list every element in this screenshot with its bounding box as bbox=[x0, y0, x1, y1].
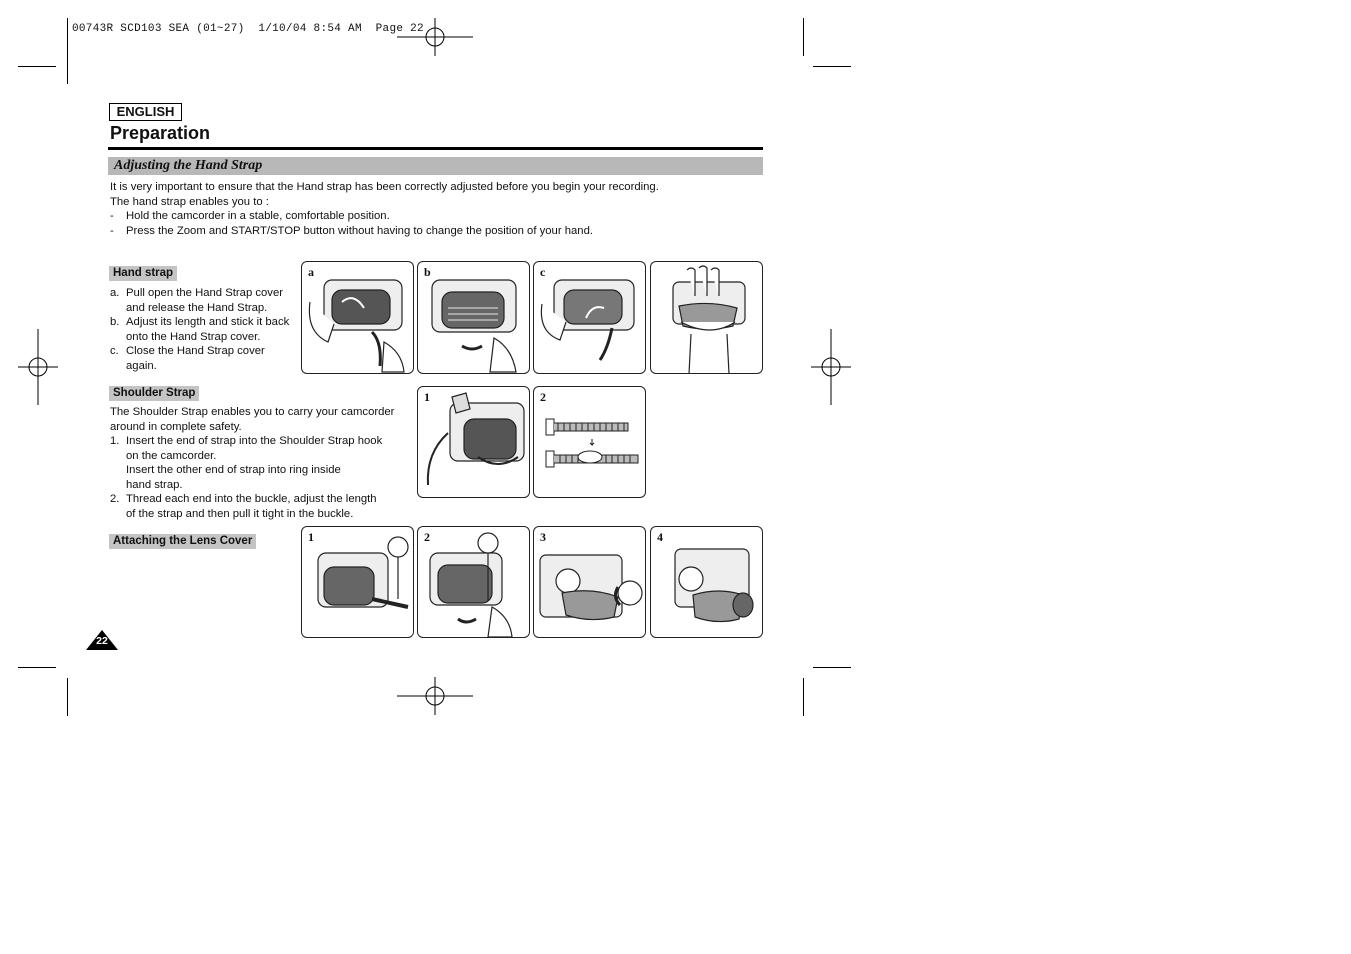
figure-hand-strap-b bbox=[417, 261, 530, 374]
language-tag: ENGLISH bbox=[109, 103, 182, 121]
step-item: and release the Hand Strap. bbox=[126, 301, 268, 314]
step-item: c. Close the Hand Strap cover bbox=[110, 345, 265, 357]
camcorder-lens-cover-illustration bbox=[302, 527, 414, 638]
figure-hand-strap-a bbox=[301, 261, 414, 374]
step-item: again. bbox=[126, 359, 157, 372]
figure-hand-strap-d bbox=[650, 261, 763, 374]
camcorder-lens-cover-illustration bbox=[534, 527, 646, 638]
figure-label: b bbox=[424, 265, 431, 279]
shoulder-strap-text: The Shoulder Strap enables you to carry your camcorder around in complete safety. 1. Insert the end of strap into the Shoulder Strap hook on the camcorder. Insert the other end of strap into ring inside hand strap. 2. Thread each end into the buckle, adjust the length of the strap and then pull it tight in the buckle. bbox=[110, 406, 395, 520]
title-rule bbox=[108, 147, 763, 150]
figure-label: 1 bbox=[424, 390, 430, 404]
hand-strap-steps bbox=[110, 286, 289, 373]
intro-bullet: - Hold the camcorder in a stable, comfortable position. bbox=[110, 210, 390, 222]
strap-buckle-illustration bbox=[534, 387, 646, 498]
figure-hand-strap-c bbox=[533, 261, 646, 374]
figure-label: c bbox=[540, 265, 546, 279]
camcorder-lens-cover-illustration bbox=[651, 527, 763, 638]
figure-lens-cover-3 bbox=[533, 526, 646, 638]
lens-cover-heading: Attaching the Lens Cover bbox=[109, 534, 256, 549]
figure-label: 2 bbox=[424, 530, 430, 544]
camcorder-lens-cover-illustration bbox=[418, 527, 530, 638]
intro-bullet: - Press the Zoom and START/STOP button without having to change the position of your hand. bbox=[110, 224, 594, 237]
step-item: b. Adjust its length and stick it back bbox=[110, 316, 290, 328]
step-item: onto the Hand Strap cover. bbox=[126, 330, 261, 343]
figure-label: 1 bbox=[308, 530, 314, 544]
intro-block bbox=[110, 180, 659, 238]
step-item: a. Pull open the Hand Strap cover bbox=[110, 287, 283, 299]
shoulder-strap-heading: Shoulder Strap bbox=[109, 386, 199, 401]
camcorder-strap-illustration bbox=[302, 262, 414, 374]
figure-lens-cover-1 bbox=[301, 526, 414, 638]
figure-shoulder-strap-2 bbox=[533, 386, 646, 498]
figure-shoulder-strap-1 bbox=[417, 386, 530, 498]
page-number: 22 bbox=[96, 635, 108, 647]
intro-line: It is very important to ensure that the Hand strap has been correctly adjusted before you begin your recording. bbox=[110, 181, 659, 193]
hand-holding-camcorder-illustration bbox=[651, 262, 763, 374]
print-slug: 00743R SCD103 SEA (01~27) 1/10/04 8:54 AM Page 22 bbox=[72, 23, 424, 35]
page-title: Preparation bbox=[110, 123, 211, 143]
figure-label: 4 bbox=[657, 530, 663, 544]
figure-label: 3 bbox=[540, 530, 546, 544]
figure-lens-cover-4 bbox=[650, 526, 763, 638]
figure-label: a bbox=[308, 265, 314, 279]
camcorder-shoulder-strap-illustration bbox=[418, 387, 530, 498]
hand-strap-heading: Hand strap bbox=[109, 266, 177, 281]
camcorder-strap-illustration bbox=[418, 262, 530, 374]
figure-lens-cover-2 bbox=[417, 526, 530, 638]
intro-line: The hand strap enables you to : bbox=[110, 195, 269, 208]
section-title: Adjusting the Hand Strap bbox=[114, 158, 263, 173]
camcorder-strap-illustration bbox=[534, 262, 646, 374]
figure-label: 2 bbox=[540, 390, 546, 404]
